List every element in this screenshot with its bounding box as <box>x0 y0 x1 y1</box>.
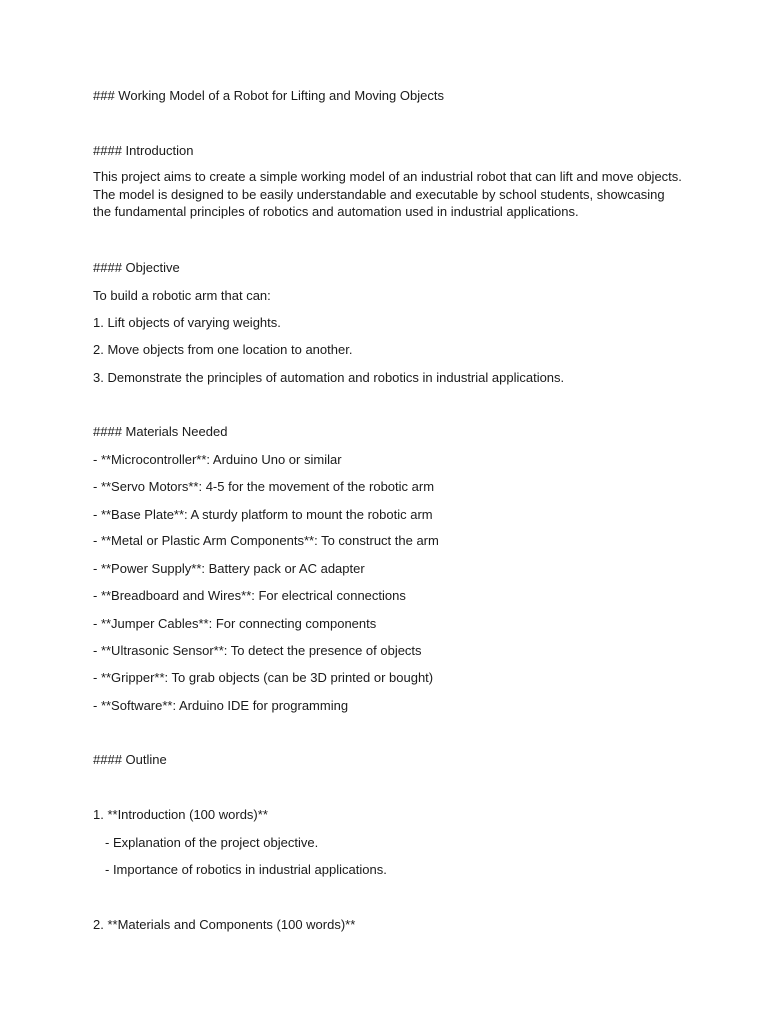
material-item: - **Metal or Plastic Arm Components**: To construct the arm <box>93 533 439 548</box>
introduction-heading: #### Introduction <box>93 143 194 158</box>
outline-heading: #### Outline <box>93 752 167 767</box>
document-title: ### Working Model of a Robot for Lifting and Moving Objects <box>93 88 444 103</box>
material-item: - **Gripper**: To grab objects (can be 3D printed or bought) <box>93 670 434 685</box>
material-item: - **Base Plate**: A sturdy platform to mount the robotic arm <box>93 507 433 522</box>
objective-item: 1. Lift objects of varying weights. <box>93 315 281 330</box>
material-item: - **Servo Motors**: 4-5 for the movement of the robotic arm <box>93 479 435 494</box>
objective-heading: #### Objective <box>93 260 180 275</box>
material-item: - **Software**: Arduino IDE for programming <box>93 698 349 713</box>
objective-lead: To build a robotic arm that can: <box>93 288 271 303</box>
outline-section-title: 2. **Materials and Components (100 words)** <box>93 917 356 932</box>
objective-item: 2. Move objects from one location to another. <box>93 342 353 357</box>
outline-subitem: - Importance of robotics in industrial applications. <box>105 862 387 877</box>
material-item: - **Power Supply**: Battery pack or AC adapter <box>93 561 365 576</box>
materials-heading: #### Materials Needed <box>93 424 228 439</box>
material-item: - **Breadboard and Wires**: For electrical connections <box>93 588 406 603</box>
material-item: - **Microcontroller**: Arduino Uno or similar <box>93 452 342 467</box>
introduction-paragraph: This project aims to create a simple working model of an industrial robot that can lift and move objects. The model is designed to be easily understandable and executable by school students, showcasing the fundamental principles of robotics and automation used in industrial applications. <box>93 169 682 219</box>
outline-section-title: 1. **Introduction (100 words)** <box>93 807 268 822</box>
material-item: - **Jumper Cables**: For connecting components <box>93 616 377 631</box>
objective-item: 3. Demonstrate the principles of automation and robotics in industrial applications. <box>93 370 565 385</box>
outline-subitem: - Explanation of the project objective. <box>105 835 319 850</box>
material-item: - **Ultrasonic Sensor**: To detect the presence of objects <box>93 643 422 658</box>
